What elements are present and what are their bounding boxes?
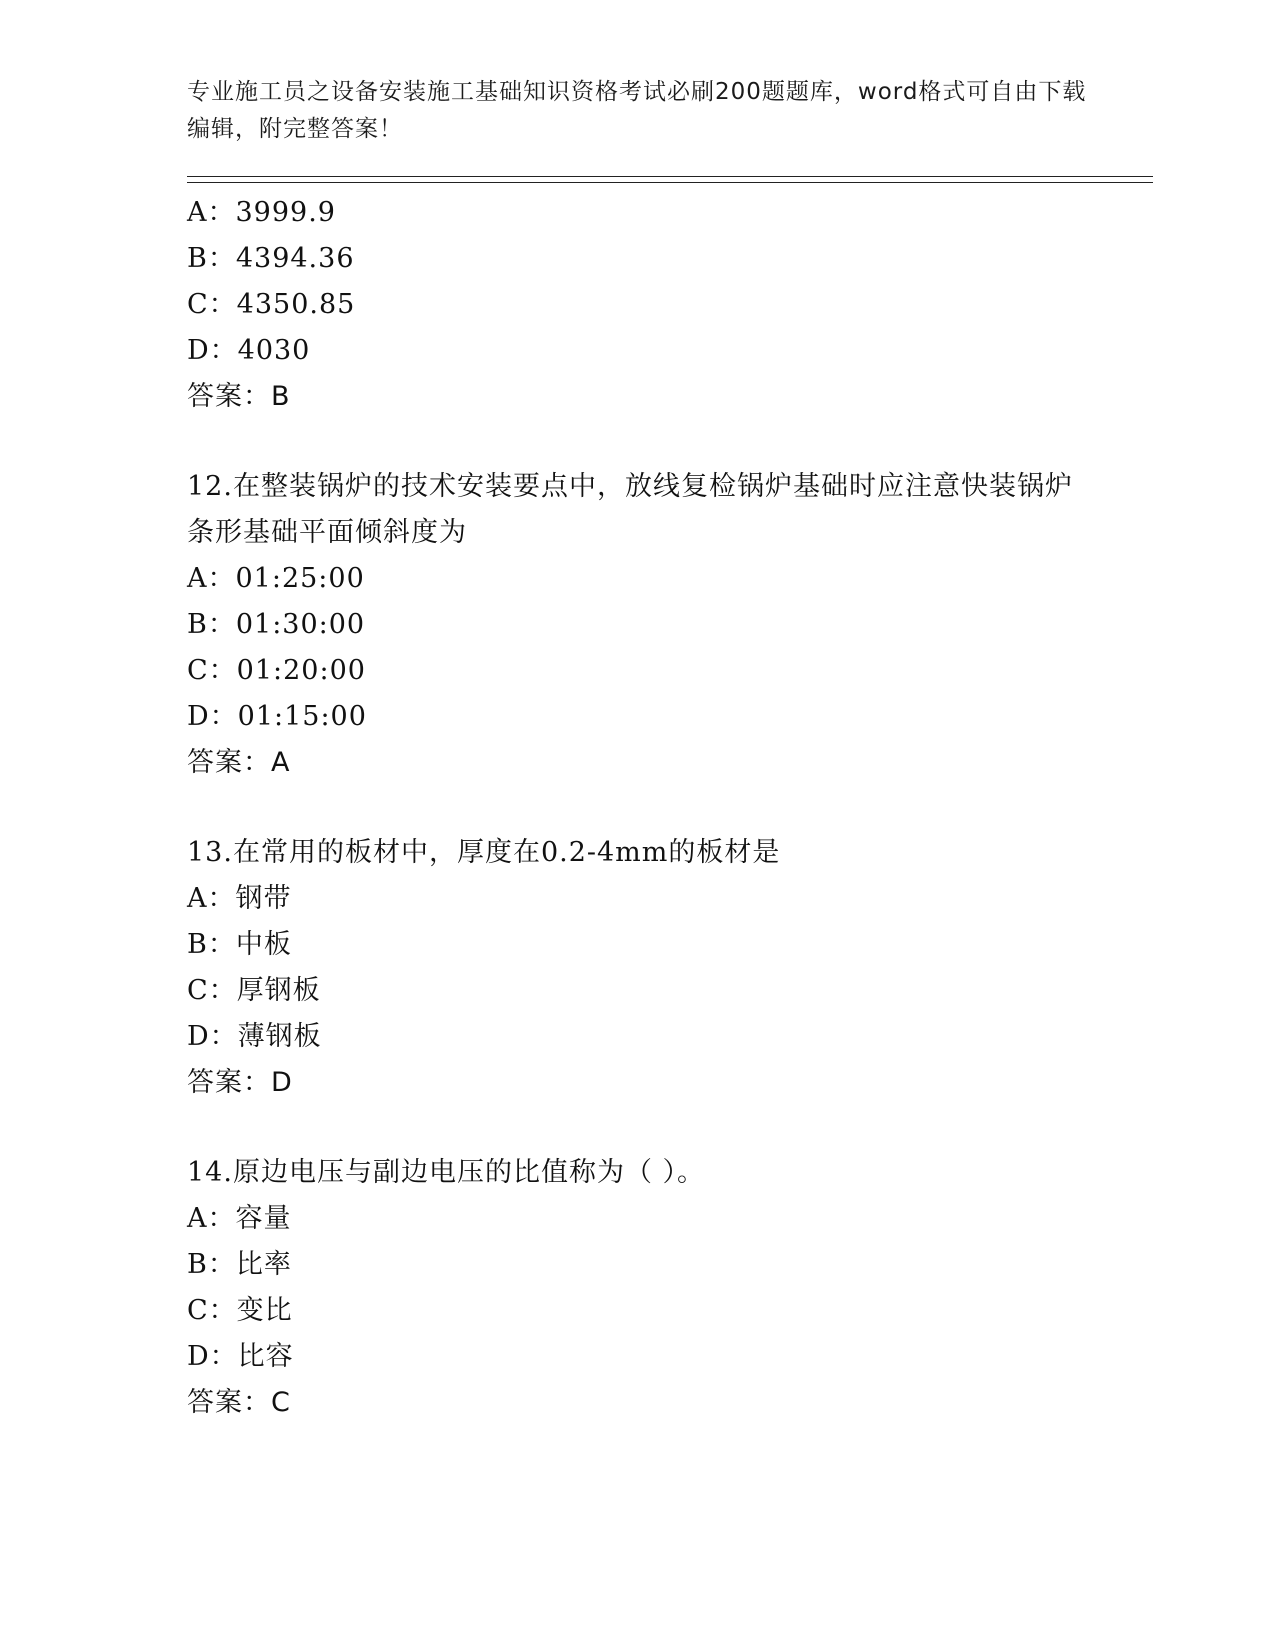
question-text: 14.原边电压与副边电压的比值称为（ ）。 bbox=[187, 1157, 706, 1188]
option-c: C：4350.85 bbox=[187, 289, 356, 320]
option-d: D：4030 bbox=[187, 335, 311, 366]
answer-line: 答案：A bbox=[187, 747, 291, 778]
option-c: C：变比 bbox=[187, 1295, 293, 1326]
option-b: B：中板 bbox=[187, 929, 292, 960]
option-b: B：01:30:00 bbox=[187, 609, 366, 640]
document-header: 专业施工员之设备安装施工基础知识资格考试必刷200题题库，word格式可自由下载编辑，附完整答案！ bbox=[187, 79, 1087, 142]
question-text: 13.在常用的板材中，厚度在0.2-4mm的板材是 bbox=[187, 837, 781, 868]
option-c: C：01:20:00 bbox=[187, 655, 366, 686]
option-b: B：比率 bbox=[187, 1249, 292, 1280]
block-spacer bbox=[187, 1106, 1087, 1150]
answer-line: 答案：D bbox=[187, 1067, 293, 1098]
answer-line: 答案：B bbox=[187, 381, 291, 412]
option-d: D：比容 bbox=[187, 1341, 294, 1372]
option-d: D：01:15:00 bbox=[187, 701, 367, 732]
option-b: B：4394.36 bbox=[187, 243, 355, 274]
option-a: A：容量 bbox=[187, 1203, 292, 1234]
question-text: 12.在整装锅炉的技术安装要点中，放线复检锅炉基础时应注意快装锅炉条形基础平面倾斜度为 bbox=[187, 471, 1073, 548]
option-a: A：3999.9 bbox=[187, 197, 336, 228]
question-list bbox=[187, 190, 1087, 1426]
block-spacer bbox=[187, 420, 1087, 464]
question-block bbox=[187, 1150, 1087, 1426]
option-c: C：厚钢板 bbox=[187, 975, 321, 1006]
block-spacer bbox=[187, 786, 1087, 830]
question-block bbox=[187, 830, 1087, 1106]
question-block bbox=[187, 190, 1087, 420]
answer-line: 答案：C bbox=[187, 1387, 291, 1418]
option-a: A：钢带 bbox=[187, 883, 292, 914]
question-block bbox=[187, 464, 1087, 786]
option-d: D：薄钢板 bbox=[187, 1021, 322, 1052]
header-rule-top bbox=[187, 176, 1153, 177]
option-a: A：01:25:00 bbox=[187, 563, 365, 594]
header-rule-bottom bbox=[187, 182, 1153, 183]
